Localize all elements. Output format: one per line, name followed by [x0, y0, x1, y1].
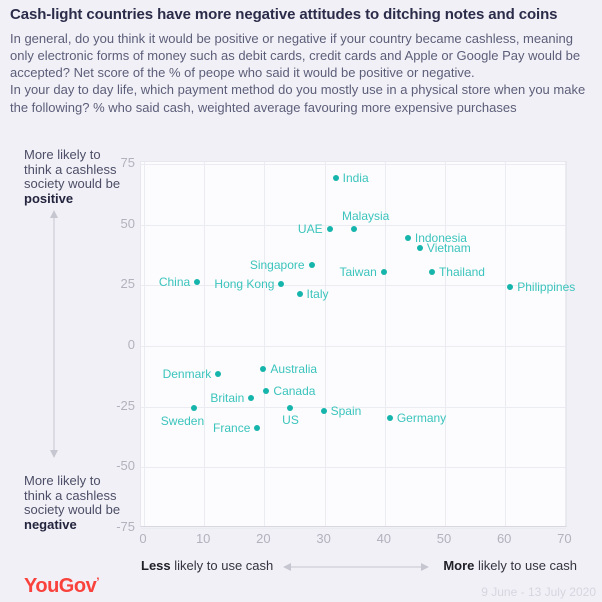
- gridline-horizontal: [141, 467, 566, 468]
- data-point-label: Australia: [270, 362, 318, 377]
- x-tick-label: 60: [496, 531, 512, 546]
- header: [10, 6, 596, 116]
- data-point-dot: [333, 175, 339, 181]
- logo-tick-mark: ʼ: [96, 575, 100, 589]
- vertical-double-arrow: [48, 210, 60, 458]
- data-point-dot: [381, 269, 387, 275]
- data-point-label: Britain: [210, 391, 245, 406]
- data-point-dot: [417, 245, 423, 251]
- chart-title: Cash-light countries have more negative attitudes to ditching notes and coins: [10, 6, 558, 23]
- data-point-label: Germany: [396, 410, 447, 425]
- y-tick-label: 0: [127, 337, 135, 352]
- y-tick-label: 25: [120, 276, 135, 292]
- data-point-dot: [309, 262, 315, 268]
- gridline-vertical: [445, 162, 446, 526]
- data-point-dot: [254, 425, 260, 431]
- gridline-vertical: [204, 162, 205, 526]
- y-tick-label: -50: [116, 458, 135, 474]
- data-point-label: Vietnam: [426, 240, 471, 255]
- data-point-label: Indonesia: [414, 231, 467, 246]
- x-tick-label: 20: [256, 531, 271, 546]
- data-point-dot: [351, 226, 357, 232]
- x-tick-label: 30: [316, 531, 331, 546]
- data-point-label: Malaysia: [342, 208, 390, 223]
- yougov-logo: YouGov$^ʼ$: [24, 575, 100, 597]
- data-point-label: US: [282, 413, 299, 428]
- x-tick-label: 70: [557, 531, 572, 546]
- data-point-label: China: [158, 274, 191, 289]
- data-point-label: Philippines: [517, 279, 576, 294]
- x-axis-caption-more-cash: More likely to use cash: [443, 558, 577, 573]
- data-point-dot: [507, 284, 513, 290]
- data-point-label: Canada: [273, 384, 316, 399]
- y-axis-annotation-positive: More likely to think a cashless society would be positive: [24, 147, 121, 206]
- gridline-horizontal: [141, 285, 566, 286]
- data-point-dot: [327, 226, 333, 232]
- chart-subtitle-question2: In your day to day life, which payment method do you mostly use in a physical store when you make the following? % who said cash, weighted average favouring more expensive purchases: [10, 82, 586, 115]
- gridline-vertical: [144, 162, 145, 526]
- gridline-vertical: [264, 162, 265, 526]
- data-point-label: France: [213, 420, 251, 435]
- fieldwork-date-range: 9 June - 13 July 2020: [481, 585, 596, 599]
- data-point-label: Taiwan: [339, 265, 377, 280]
- data-point-label: India: [342, 170, 369, 185]
- x-tick-label: 50: [436, 531, 452, 546]
- y-tick-label: 75: [120, 154, 135, 170]
- gridline-vertical: [505, 162, 506, 526]
- gridline-horizontal: [141, 528, 566, 529]
- x-tick-label: 0: [139, 531, 147, 546]
- y-axis-annotation-negative: More likely to think a cashless society would be negative: [24, 473, 121, 532]
- data-point-dot: [297, 291, 303, 297]
- data-point-label: Thailand: [438, 265, 485, 280]
- x-axis-caption-less-cash: Less likely to use cash: [141, 558, 274, 573]
- data-point-label: Singapore: [249, 257, 305, 272]
- data-point-label: Denmark: [162, 367, 212, 382]
- horizontal-double-arrow: [283, 561, 429, 573]
- data-point-label: UAE: [297, 221, 323, 236]
- y-tick-label: 50: [120, 215, 135, 231]
- gridline-horizontal: [141, 346, 566, 347]
- data-point-label: Italy: [306, 287, 329, 302]
- chart-subtitle-question1: In general, do you think it would be positive or negative if your country became cashless, meaning only electronic forms of money such as debit cards, credit cards and Apple or Google Pay would be accepted? Net score of the % of peope who said it would be positive or negative.: [10, 31, 581, 81]
- gridline-vertical: [565, 162, 566, 526]
- gridline-horizontal: [141, 164, 566, 165]
- data-point-dot: [387, 415, 393, 421]
- data-point-label: Spain: [330, 403, 362, 418]
- y-tick-label: -75: [116, 519, 135, 535]
- x-tick-label: 40: [376, 531, 392, 546]
- data-point-label: Sweden: [160, 414, 205, 429]
- data-point-dot: [321, 408, 327, 414]
- gridline-vertical: [325, 162, 326, 526]
- y-tick-label: -25: [116, 397, 135, 413]
- x-tick-label: 10: [195, 531, 211, 546]
- data-point-label: Hong Kong: [214, 277, 275, 292]
